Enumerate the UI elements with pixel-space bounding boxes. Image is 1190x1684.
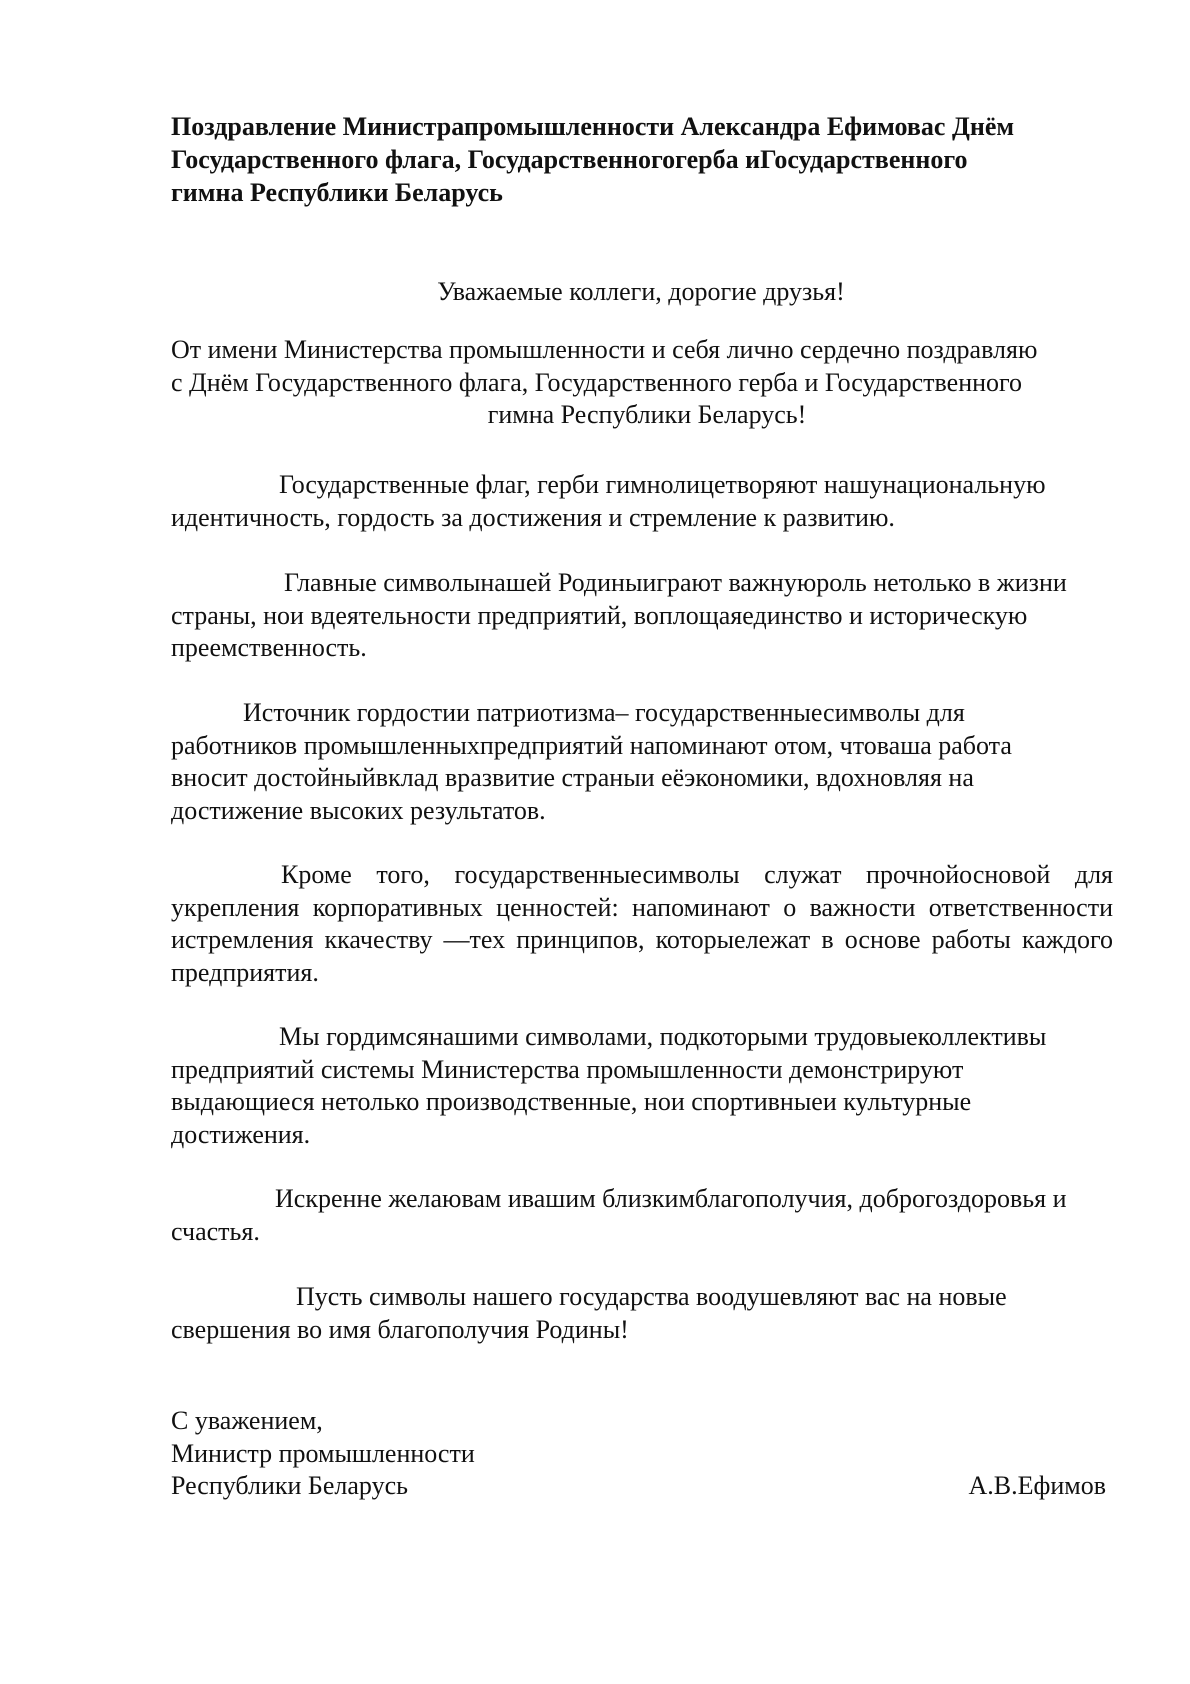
signer-position: Министр промышленности xyxy=(171,1438,475,1468)
intro-line-2: с Днём Государственного флага, Государственного герба и Государственного xyxy=(171,367,1023,397)
signer-name: А.В.Ефимов xyxy=(968,1471,1106,1500)
signature-block xyxy=(171,1405,1106,1503)
paragraph-main-symbols: Главные символынашей Родиныиграют важнуюроль нетолько в жизни страны, нои вдеятельности предприятий, воплощаяединство и историческую преемственность. xyxy=(171,568,1067,662)
paragraph-achievements: Мы гордимсянашими символами, подкоторыми трудовыеколлективы предприятий системы Министерства промышленности демонстрируют выдающиеся нетолько производственные, нои спортивныеи культурные достижения. xyxy=(171,1022,1047,1149)
paragraph-values: Кроме того, государственныесимволы служат прочнойосновой для укрепления корпоративных ценностей: напоминают о важности ответственности истремления ккачеству —тех принципов, которыележат в основе работы каждого предприятия. xyxy=(171,860,1113,987)
document-title: Поздравление Министрапромышленности Александра Ефимовас Днём Государственного флага, Государственногогерба иГосударственного гимна Республики Беларусь xyxy=(171,112,1015,207)
signer-country: Республики Беларусь xyxy=(171,1471,408,1500)
closing-phrase: С уважением, xyxy=(171,1406,323,1435)
greeting: Уважаемые коллеги, дорогие друзья! xyxy=(437,277,845,306)
intro-line-1: От имени Министерства промышленности и себя лично сердечно поздравляю xyxy=(171,335,1038,364)
paragraph-pride: Источник гордостии патриотизма– государственныесимволы для работников промышленныхпредприятий напоминают отом, чтоваша работа вносит достойныйвклад вразвитие страныи еёэкономики, вдохновляя на достижение высоких результатов. xyxy=(171,698,1012,825)
paragraph-symbols: Государственные флаг, герби гимнолицетворяют нашунациональную идентичность, гордость за достижения и стремление к развитию. xyxy=(171,470,1046,532)
intro-paragraph xyxy=(171,334,1113,432)
signature-row xyxy=(171,1470,1106,1503)
intro-line-3: гимна Республики Беларусь! xyxy=(487,400,807,429)
paragraph-wishes: Искренне желаювам ивашим близкимблагополучия, доброгоздоровья и счастья. xyxy=(171,1184,1067,1246)
paragraph-inspiration: Пусть символы нашего государства воодушевляют вас на новые свершения во имя благополучия Родины! xyxy=(171,1282,1007,1344)
